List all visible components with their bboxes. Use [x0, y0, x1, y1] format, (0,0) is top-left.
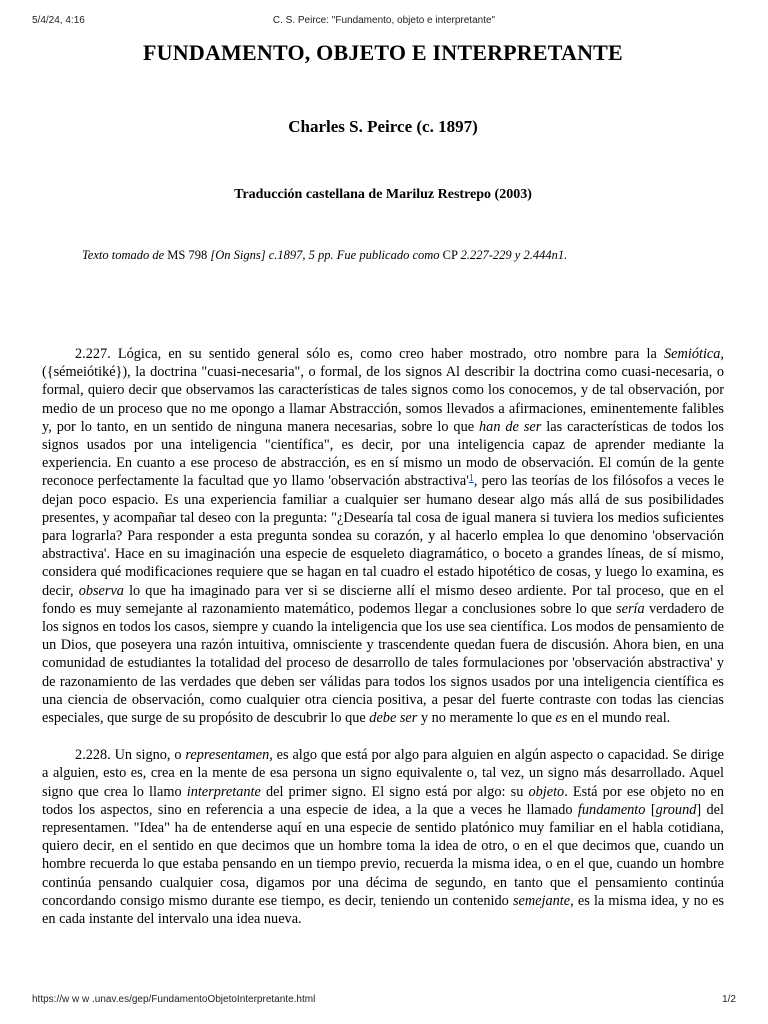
- paragraph-2-227: [42, 345, 724, 727]
- para-228-text: , es algo que está por algo para alguien en algún aspecto o capacidad. Se dirige a alguien, esto es, crea en la mente de esa persona un signo equivalente o, tal vez, un signo más desarrollado. Aquel signo que crea lo llamo: [42, 747, 725, 800]
- para-228-text: , es la misma idea, y no es en cada instante del intervalo una idea nueva.: [42, 892, 724, 928]
- print-header: [32, 15, 736, 26]
- source-note-cp: CP: [442, 248, 461, 262]
- para-227-emphasis: debe ser: [369, 710, 418, 727]
- para-227-text: 2.227. Lógica, en su sentido general sólo es, como creo haber mostrado, otro nombre para la: [75, 346, 665, 362]
- para-228-emphasis: representamen: [185, 747, 270, 764]
- translation-credit: Traducción castellana de Mariluz Restrepo (2003): [234, 187, 532, 202]
- para-228-text: 2.228. Un signo, o: [75, 747, 186, 764]
- para-227-emphasis: han de ser: [479, 418, 542, 435]
- source-note-ms: MS 798: [167, 248, 211, 262]
- document-body: [42, 38, 724, 928]
- para-228-emphasis: fundamento: [577, 801, 646, 818]
- para-228-emphasis: interpretante: [186, 783, 261, 800]
- page-url[interactable]: https://w w w .unav.es/gep/FundamentoObjetoInterpretante.html: [32, 994, 316, 1005]
- para-227-text: , pero las teorías de los filósofos a veces le dejan poco espacio. Es una experiencia familiar a cualquier ser humano desear algo más allá de sus posibilidades presentes, y acompañar tal deseo con la pregunta: "¿Desearía tal cosa de igual manera si tuviera los medios suficientes para lograrla? Para responder a esta pregunta sondea su corazón, y al hacerlo emplea lo que denomino 'observación abstractiva'. Hace en su imaginación una especie de esqueleto diagramático, o boceto a grandes líneas, de sí mismo, considera qué modificaciones requiere que se hagan en tal cuadro el estado hipotético de cosas, y luego lo examina, es decir,: [42, 473, 724, 599]
- para-228-text: . Está por ese objeto no en todos los aspectos, sino en referencia a una especie de idea, a la que a veces he llamado: [42, 783, 724, 818]
- para-227-text: lo que ha imaginado para ver si se discierne allí el mismo deseo ardiente. Por tal proceso, que en el fondo es muy semejante al razonamiento matemático, podemos llegar a conclusiones sobre lo que: [42, 582, 724, 617]
- source-note-text-1: Texto tomado de: [82, 248, 168, 262]
- para-228-emphasis: semejante: [512, 892, 571, 909]
- para-228-text: [: [645, 801, 656, 818]
- print-footer: [32, 994, 736, 1005]
- para-227-emphasis: Semiótica: [664, 346, 721, 362]
- para-228-text: del primer signo. El signo está por algo: su: [260, 783, 529, 800]
- footnote-link-1[interactable]: 1: [468, 473, 474, 485]
- print-page-title: C. S. Peirce: "Fundamento, objeto e interpretante": [272, 15, 496, 26]
- para-227-text: , ({sémeiótiké}), la doctrina "cuasi-necesaria", o formal, de los signos Al describir la doctrina como cuasi-necesaria, o formal, quiero decir que observamos las características de tales signos como los conocemos, y de tal observación, por medio de un proceso que no me opongo a llamar Abstracción, somos llevados a afirmaciones, eminentemente falibles y, por lo tanto, en un sentido de ninguna manera necesarias, sobre lo que: [42, 346, 724, 435]
- paragraph-2-228: [42, 746, 724, 928]
- source-note-text-3: 2.227-229 y 2.444n1.: [460, 248, 568, 262]
- print-datetime: 5/4/24, 4:16: [32, 15, 85, 26]
- para-228-text: ] del representamen. "Idea" ha de entenderse aquí en una especie de sentido platónico muy familiar en el habla cotidiana, quiero decir, en el sentido en que decimos que un hombre toma la idea de otro, o en el que decimos que, cuando un hombre recuerda lo que estaba pensando en un tiempo previo, recuerda la misma idea, o en el que, cuando un hombre continúa pensando cualquier cosa, digamos por una décima de segundo, en tanto que el pensamiento continúa concordando consigo mismo durante ese tiempo, es decir, teniendo un contenido: [42, 801, 724, 909]
- document-author: Charles S. Peirce (c. 1897): [288, 117, 478, 136]
- source-note: [42, 247, 724, 263]
- para-227-text: las características de todos los signos usados por una inteligencia "científica", es decir, por una inteligencia capaz de aprender mediante la experiencia. En cuanto a ese proceso de abstracción, es en sí mismo un modo de observación. El común de la gente reconoce perfectamente la facultad que yo llamo 'observación abstractiva': [42, 418, 724, 490]
- para-228-emphasis: objeto: [528, 783, 565, 800]
- para-227-emphasis: observa: [78, 582, 124, 599]
- para-227-emphasis: es: [555, 710, 568, 727]
- para-227-text: en el mundo real.: [567, 710, 671, 727]
- para-227-text: y no meramente lo que: [417, 710, 556, 727]
- para-228-emphasis: ground: [655, 801, 697, 818]
- page-number: 1/2: [722, 994, 736, 1005]
- para-227-text: verdadero de los signos en todos los casos, siempre y cuando la inteligencia que los use sea científica. Los modos de pensamiento de un Dios, que poseyera una razón intuitiva, omnisciente y trascendente quedan fuera de discusión. Ahora bien, en una comunidad de estudiantes la totalidad del proceso de desarrollo de tales formulaciones por 'observación abstractiva' y de razonamiento de las verdades que deben ser válidas para todos los signos usados por una inteligencia científica es una ciencia de observación, como cualquier otra ciencia positiva, a pesar del fuerte contraste con todas las ciencias especiales, que surge de su propósito de descubrir lo que: [42, 600, 725, 727]
- para-227-emphasis: sería: [616, 600, 645, 617]
- document-title: FUNDAMENTO, OBJETO E INTERPRETANTE: [143, 40, 623, 65]
- source-note-text-2: [On Signs] c.1897, 5 pp. Fue publicado como: [210, 248, 443, 262]
